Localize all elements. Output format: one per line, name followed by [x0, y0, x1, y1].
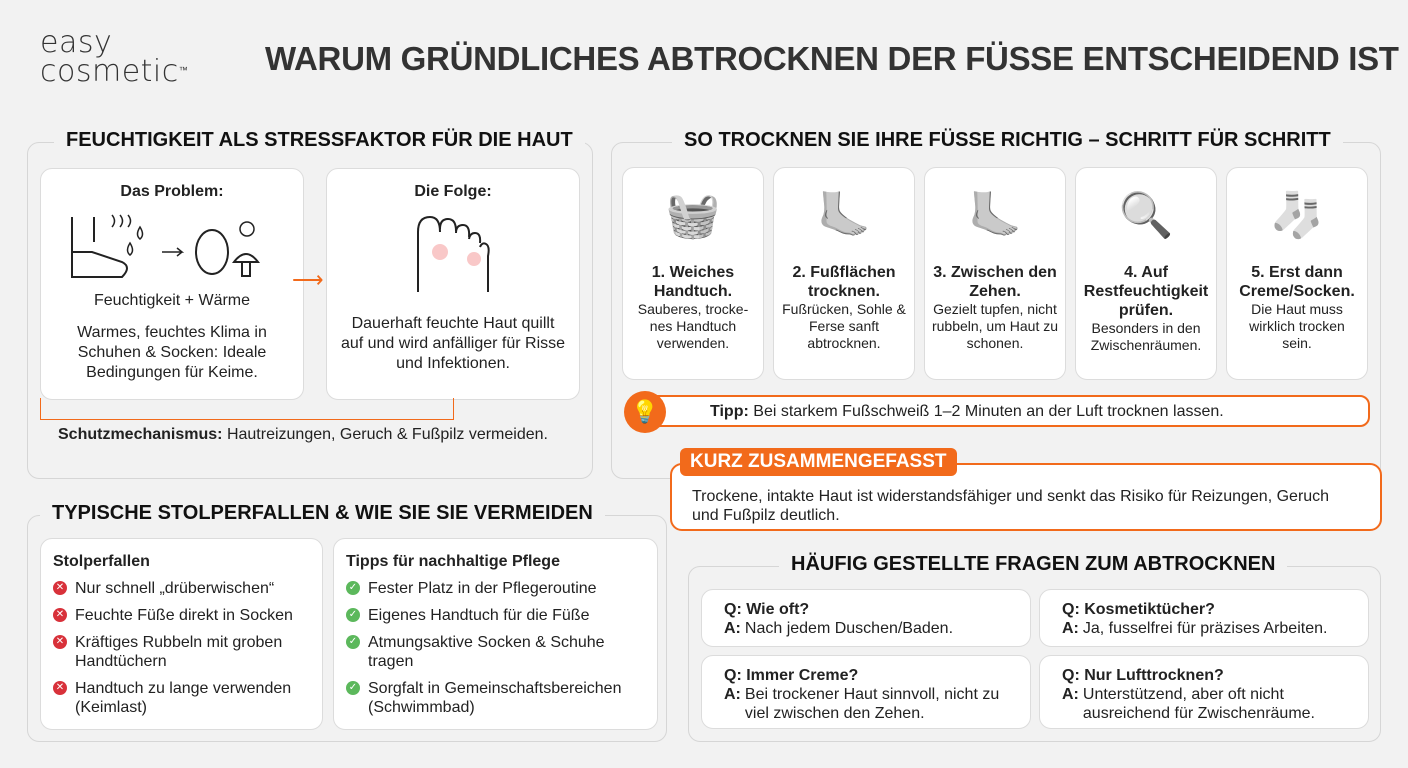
faq-item: Q: Kosmetiktücher? A: Ja, fusselfrei für präzises Arbeiten.: [1039, 589, 1369, 647]
summary-title: KURZ ZUSAMMENGEFASST: [680, 448, 957, 476]
tips-list: Tipps für nachhaltige Pflege ✓ Fester Platz in der Pflegeroutine ✓ Eigenes Handtuch für die Füße ✓ Atmungsaktive Socken & Schuhe tragen ✓ Sorgfalt in Gemeinschaftsbereichen (Schwimmbad): [333, 538, 658, 730]
tip-bar: Tipp: Bei starkem Fußschweiß 1–2 Minuten an der Luft trocknen lassen.: [642, 395, 1370, 427]
x-circle-icon: ✕: [53, 608, 67, 622]
faq-item: Q: Wie oft? A: Nach jedem Duschen/Baden.: [701, 589, 1031, 647]
faq-item: Q: Immer Creme? A: Bei trockener Haut sinnvoll, nicht zu viel zwischen den Zehen.: [701, 655, 1031, 729]
pitfall-item: ✕ Handtuch zu lange verwenden (Keimlast): [53, 679, 310, 717]
step-card: 🧦 5. Erst dann Creme/Socken. Die Haut muss wirklich trocken sein.: [1226, 167, 1368, 380]
arrow-right-icon: ⟶: [292, 267, 324, 292]
step-card: 🧺 1. Weiches Handtuch. Sauberes, trocke-nes Handtuch verwenden.: [622, 167, 764, 380]
pitfall-item: ✕ Nur schnell „drüberwischen“: [53, 579, 310, 598]
check-circle-icon: ✓: [346, 608, 360, 622]
faq-item: Q: Nur Lufttrocknen? A: Unterstützend, aber oft nicht ausreichend für Zwischenräume.: [1039, 655, 1369, 729]
step-card: 🔍 4. Auf Restfeuchtigkeit prüfen. Besonders in den Zwischenräumen.: [1075, 167, 1217, 380]
tip-item: ✓ Eigenes Handtuch für die Füße: [346, 606, 645, 625]
pitfalls-panel: [27, 502, 667, 742]
faq-title: HÄUFIG GESTELLTE FRAGEN ZUM ABTROCKNEN: [779, 553, 1287, 576]
brand-logo: easy cosmetic™: [40, 25, 189, 89]
pitfalls-title: TYPISCHE STOLPERFALLEN & WIE SIE SIE VERMEIDEN: [40, 502, 605, 525]
x-circle-icon: ✕: [53, 635, 67, 649]
summary-box: Trockene, intakte Haut ist widerstandsfähiger und senkt das Risiko für Reizungen, Geruch und Fußpilz deutlich.: [670, 463, 1382, 531]
check-circle-icon: ✓: [346, 635, 360, 649]
consequence-card: Die Folge: Dauerhaft feuchte Haut quillt auf und wird anfälliger für Risse und Infektionen.: [326, 168, 580, 400]
moisture-title: FEUCHTIGKEIT ALS STRESSFAKTOR FÜR DIE HAUT: [54, 129, 585, 152]
faq-panel: [688, 553, 1381, 742]
foot-sole-icon: 🦶: [816, 191, 872, 240]
moisture-panel: [27, 129, 593, 479]
connector-line-up: [453, 398, 454, 420]
toes-cloth-icon: 🦶: [967, 191, 1023, 240]
connector-line: [40, 398, 454, 420]
tip-item: ✓ Fester Platz in der Pflegeroutine: [346, 579, 645, 598]
page-title: WARUM GRÜNDLICHES ABTROCKNEN DER FÜSSE ENTSCHEIDEND IST: [265, 40, 1399, 77]
irritated-toes-icon: [408, 207, 498, 297]
protection-note: Schutzmechanismus: Hautreizungen, Geruch & Fußpilz vermeiden.: [58, 426, 548, 443]
steps-title: SO TROCKNEN SIE IHRE FÜSSE RICHTIG – SCHRITT FÜR SCHRITT: [672, 129, 1343, 152]
problem-card: Das Problem: Feuchtigkeit + Wärme Warmes, feuchtes Klima in Schuhen & Socken: Ideale Bedingungen für Keime.: [40, 168, 304, 400]
x-circle-icon: ✕: [53, 681, 67, 695]
check-circle-icon: ✓: [346, 581, 360, 595]
pitfall-item: ✕ Kräftiges Rubbeln mit groben Handtüchern: [53, 633, 310, 671]
step-card: 🦶 2. Fußflächen trocknen. Fußrücken, Sohle & Ferse sanft abtrocknen.: [773, 167, 915, 380]
check-circle-icon: ✓: [346, 681, 360, 695]
steps-panel: [611, 129, 1381, 479]
socks-cream-icon: 🧦: [1269, 191, 1325, 240]
x-circle-icon: ✕: [53, 581, 67, 595]
tip-item: ✓ Atmungsaktive Socken & Schuhe tragen: [346, 633, 645, 671]
tip-item: ✓ Sorgfalt in Gemeinschaftsbereichen (Schwimmbad): [346, 679, 645, 717]
pitfall-item: ✕ Feuchte Füße direkt in Socken: [53, 606, 310, 625]
pitfalls-list: Stolperfallen ✕ Nur schnell „drüberwischen“ ✕ Feuchte Füße direkt in Socken ✕ Kräftiges Rubbeln mit groben Handtüchern ✕ Handtuch zu lange verwenden (Keimlast): [40, 538, 323, 730]
lightbulb-icon: 💡: [624, 391, 666, 433]
towel-icon: 🧺: [665, 191, 721, 240]
step-card: 🦶 3. Zwischen den Zehen. Gezielt tupfen, nicht rubbeln, um Haut zu schonen.: [924, 167, 1066, 380]
shoe-germs-icon: [62, 207, 282, 282]
magnifier-check-icon: 🔍: [1118, 191, 1174, 240]
